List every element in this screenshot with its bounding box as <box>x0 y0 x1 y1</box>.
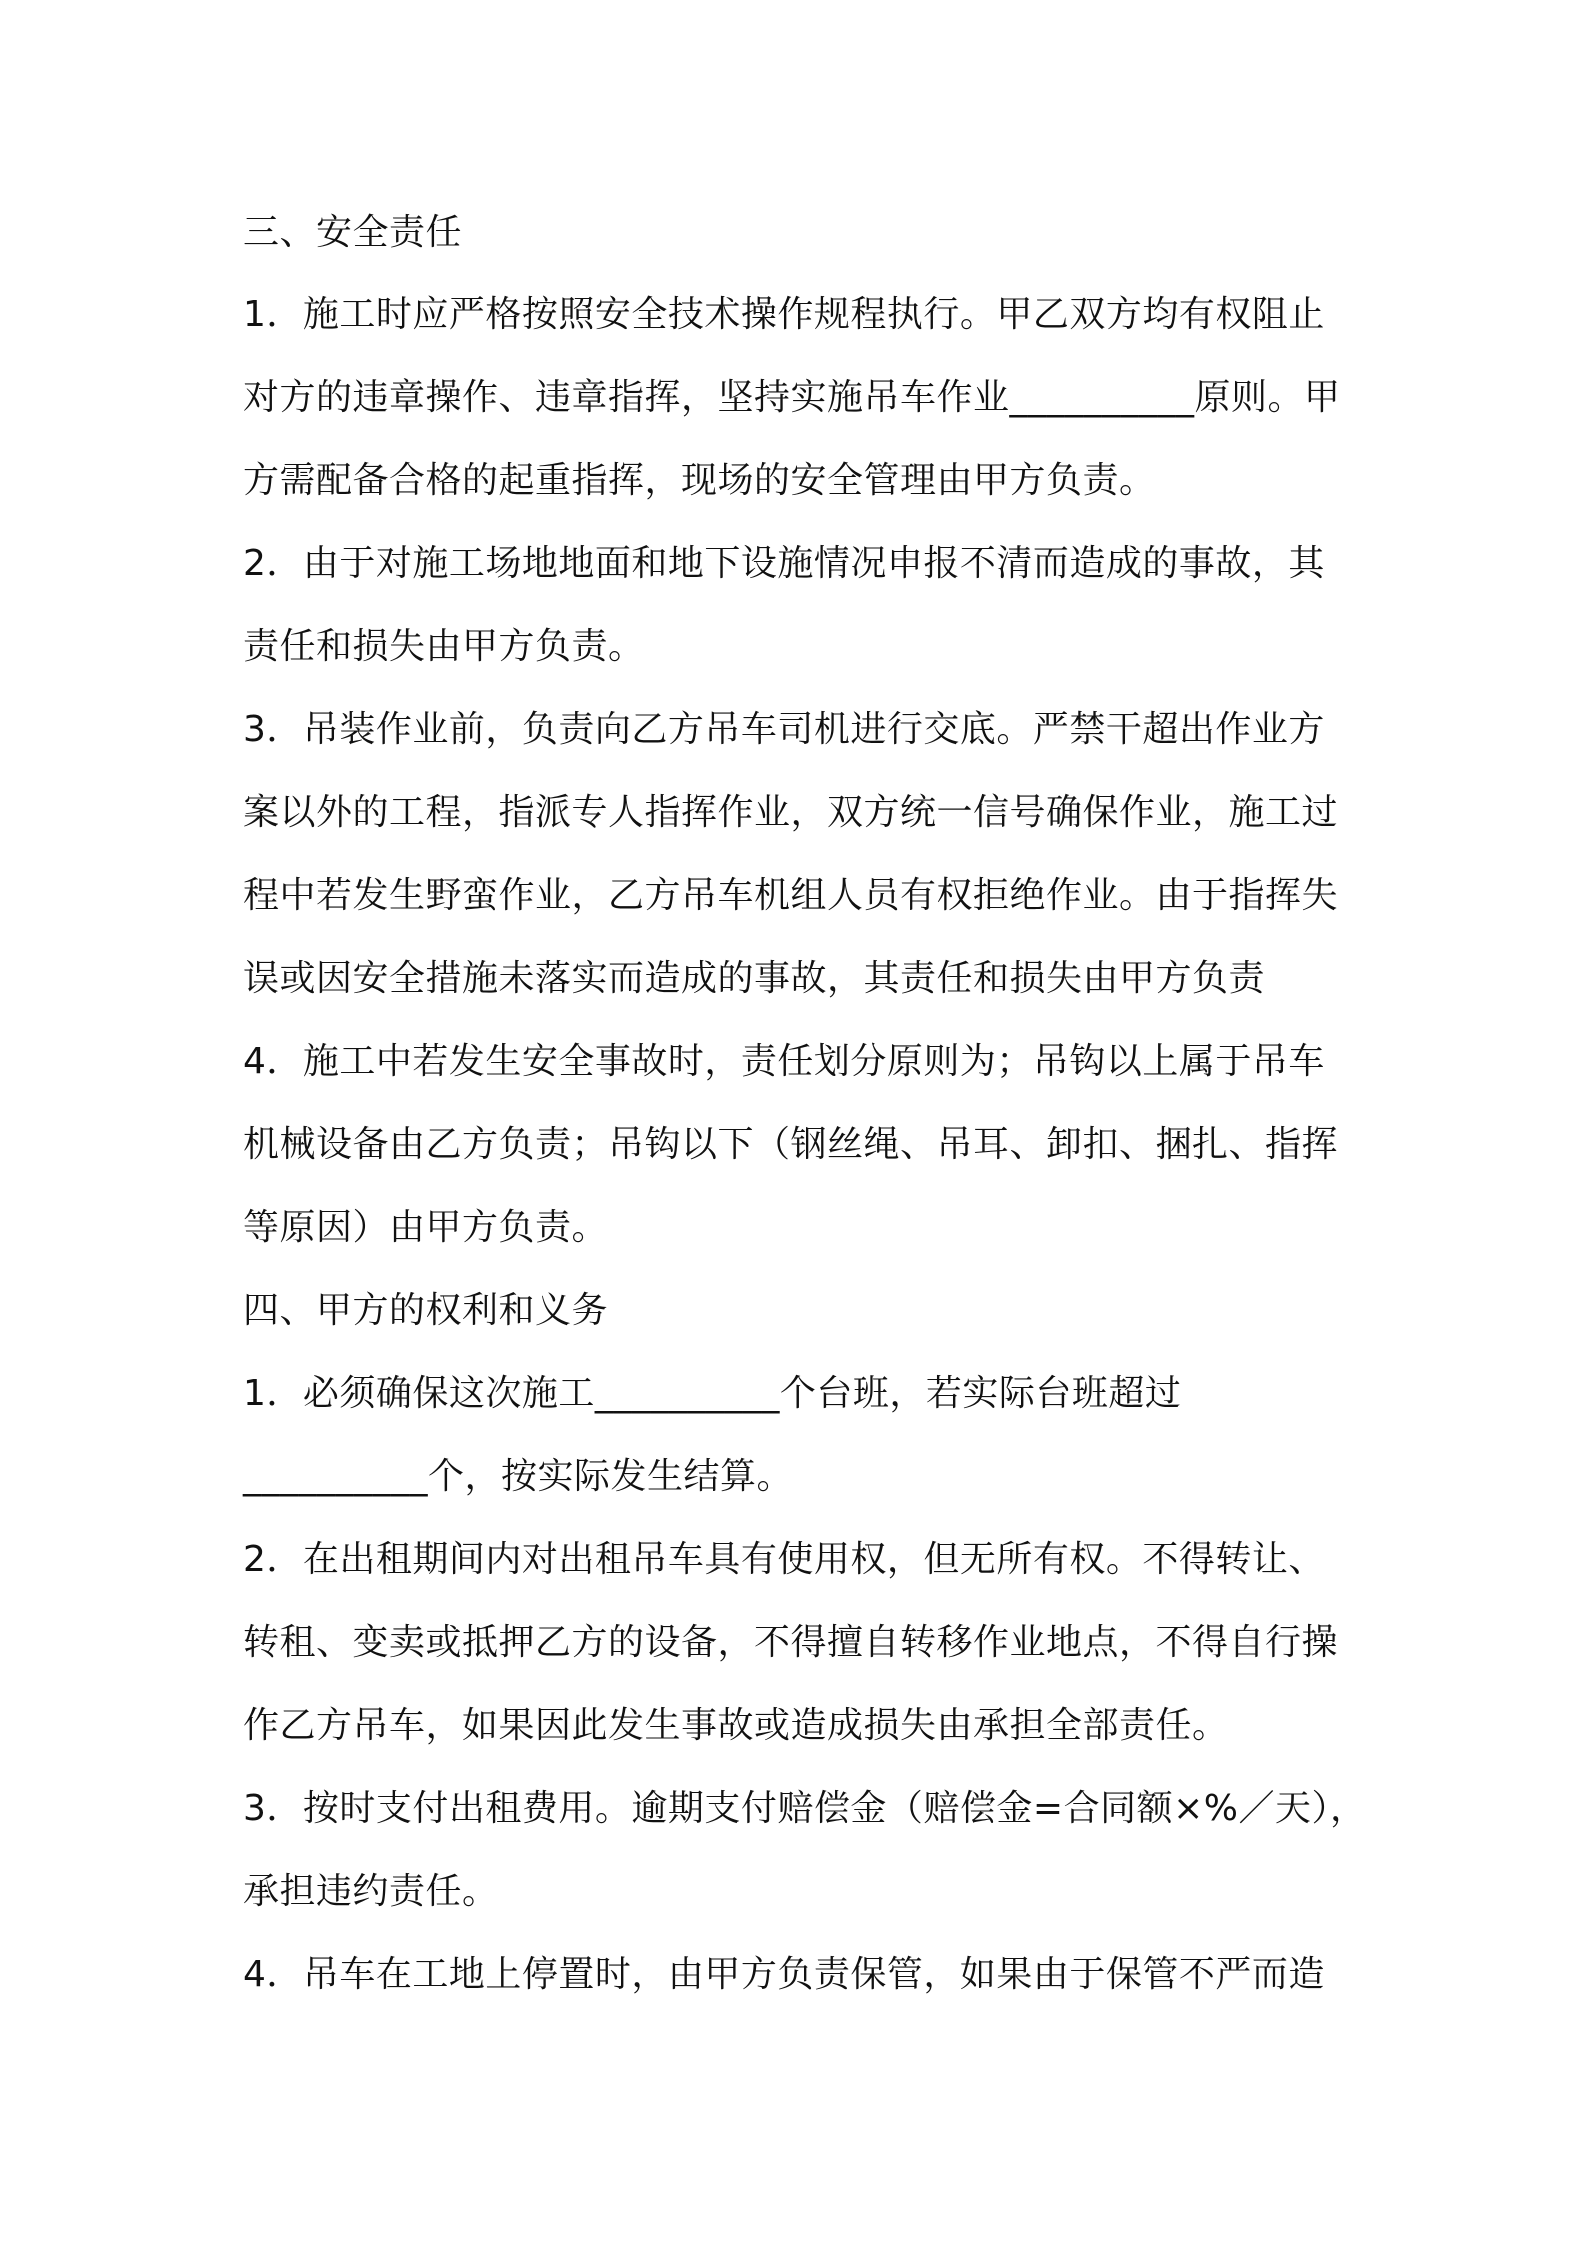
section-heading-safety-responsibility: 三、安全责任 <box>243 212 463 253</box>
paragraph-line: 案以外的工程，指派专人指挥作业，双方统一信号确保作业，施工过 <box>243 792 1339 833</box>
paragraph-line: 1．施工时应严格按照安全技术操作规程执行。甲乙双方均有权阻止 <box>243 294 1325 335</box>
paragraph-line: 转租、变卖或抵押乙方的设备，不得擅自转移作业地点，不得自行操 <box>243 1622 1339 1663</box>
paragraph-line: 误或因安全措施未落实而造成的事故，其责任和损失由甲方负责 <box>243 958 1266 999</box>
paragraph-line: 责任和损失由甲方负责。 <box>243 626 645 667</box>
paragraph-line: 方需配备合格的起重指挥，现场的安全管理由甲方负责。 <box>243 460 1156 501</box>
paragraph-line: 1．必须确保这次施工__________个台班，若实际台班超过 <box>243 1373 1182 1414</box>
paragraph-line: 作乙方吊车，如果因此发生事故或造成损失由承担全部责任。 <box>243 1705 1229 1746</box>
paragraph-line: 承担违约责任。 <box>243 1871 499 1912</box>
paragraph-line: 2．由于对施工场地地面和地下设施情况申报不清而造成的事故，其 <box>243 543 1325 584</box>
paragraph-line: 3．按时支付出租费用。逾期支付赔偿金（赔偿金=合同额×%／天）， <box>243 1788 1367 1829</box>
section-heading-party-a-rights-obligations: 四、甲方的权利和义务 <box>243 1290 609 1331</box>
paragraph-line: 对方的违章操作、违章指挥，坚持实施吊车作业__________原则。甲 <box>243 377 1341 418</box>
paragraph-line: 4．施工中若发生安全事故时，责任划分原则为；吊钩以上属于吊车 <box>243 1041 1325 1082</box>
paragraph-line: 程中若发生野蛮作业，乙方吊车机组人员有权拒绝作业。由于指挥失 <box>243 875 1339 916</box>
paragraph-line: 3．吊装作业前，负责向乙方吊车司机进行交底。严禁干超出作业方 <box>243 709 1325 750</box>
paragraph-line: 等原因）由甲方负责。 <box>243 1207 609 1248</box>
paragraph-line: 机械设备由乙方负责；吊钩以下（钢丝绳、吊耳、卸扣、捆扎、指挥 <box>243 1124 1339 1165</box>
paragraph-line: 4．吊车在工地上停置时，由甲方负责保管，如果由于保管不严而造 <box>243 1954 1325 1995</box>
paragraph-line: 2．在出租期间内对出租吊车具有使用权，但无所有权。不得转让、 <box>243 1539 1325 1580</box>
paragraph-line: __________个，按实际发生结算。 <box>243 1456 794 1497</box>
